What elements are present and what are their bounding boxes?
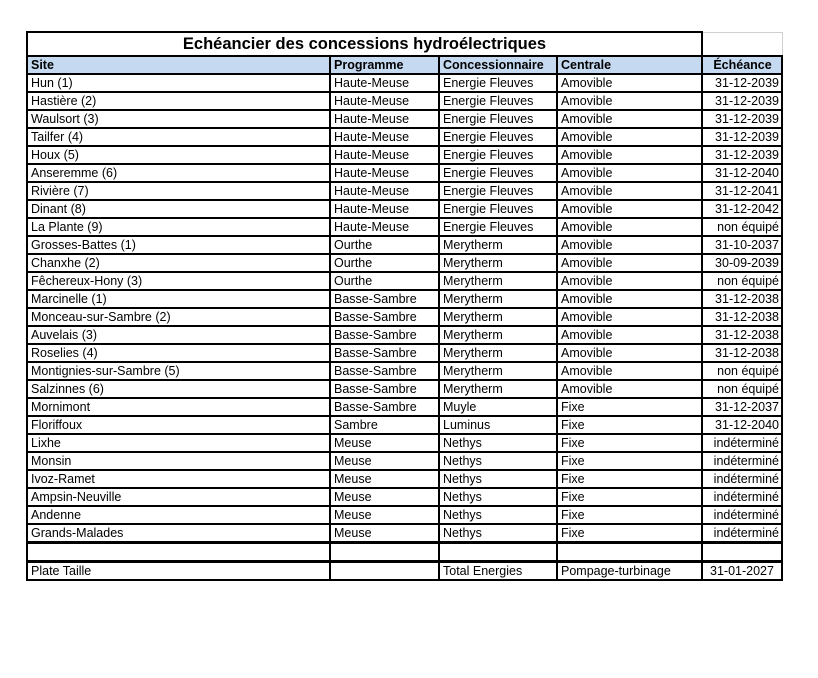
- table-row: [27, 344, 782, 362]
- cell-programme[interactable]: Haute-Meuse: [330, 128, 439, 146]
- empty-cell[interactable]: [702, 543, 782, 562]
- cell-echeance[interactable]: 31-12-2039: [702, 110, 782, 128]
- cell-concessionnaire[interactable]: Total Energies: [439, 562, 557, 581]
- cell-programme[interactable]: Haute-Meuse: [330, 74, 439, 92]
- cell-centrale[interactable]: Fixe: [557, 452, 702, 470]
- column-header-echeance[interactable]: Échéance: [702, 56, 782, 74]
- cell-concessionnaire[interactable]: Merytherm: [439, 344, 557, 362]
- cell-echeance[interactable]: 31-12-2041: [702, 182, 782, 200]
- cell-programme[interactable]: Ourthe: [330, 254, 439, 272]
- cell-centrale[interactable]: Amovible: [557, 128, 702, 146]
- cell-programme[interactable]: Basse-Sambre: [330, 326, 439, 344]
- cell-site[interactable]: Chanxhe (2): [27, 254, 330, 272]
- cell-echeance[interactable]: indéterminé: [702, 452, 782, 470]
- table-row: [27, 416, 782, 434]
- cell-programme[interactable]: Haute-Meuse: [330, 92, 439, 110]
- column-header-programme[interactable]: Programme: [330, 56, 439, 74]
- cell-concessionnaire[interactable]: Nethys: [439, 452, 557, 470]
- cell-programme[interactable]: Meuse: [330, 434, 439, 452]
- cell-site[interactable]: Houx (5): [27, 146, 330, 164]
- empty-cell[interactable]: [27, 543, 330, 562]
- cell-concessionnaire[interactable]: Merytherm: [439, 380, 557, 398]
- cell-concessionnaire[interactable]: Energie Fleuves: [439, 74, 557, 92]
- cell-programme[interactable]: Haute-Meuse: [330, 164, 439, 182]
- cell-concessionnaire[interactable]: Energie Fleuves: [439, 182, 557, 200]
- cell-programme[interactable]: Meuse: [330, 452, 439, 470]
- cell-site[interactable]: Montignies-sur-Sambre (5): [27, 362, 330, 380]
- cell-echeance[interactable]: indéterminé: [702, 506, 782, 524]
- cell-site[interactable]: Auvelais (3): [27, 326, 330, 344]
- cell-centrale[interactable]: Amovible: [557, 362, 702, 380]
- cell-site[interactable]: Ivoz-Ramet: [27, 470, 330, 488]
- cell-programme[interactable]: Haute-Meuse: [330, 182, 439, 200]
- table-row: [27, 452, 782, 470]
- cell-centrale[interactable]: Amovible: [557, 146, 702, 164]
- cell-centrale[interactable]: Amovible: [557, 236, 702, 254]
- cell-centrale[interactable]: Fixe: [557, 416, 702, 434]
- table-row: [27, 164, 782, 182]
- cell-programme[interactable]: Sambre: [330, 416, 439, 434]
- cell-echeance[interactable]: 31-12-2040: [702, 416, 782, 434]
- cell-programme[interactable]: Meuse: [330, 488, 439, 506]
- cell-concessionnaire[interactable]: Nethys: [439, 506, 557, 524]
- cell-site[interactable]: Roselies (4): [27, 344, 330, 362]
- table-row: [27, 74, 782, 92]
- cell-site[interactable]: Rivière (7): [27, 182, 330, 200]
- cell-echeance[interactable]: indéterminé: [702, 470, 782, 488]
- cell-site[interactable]: Hastière (2): [27, 92, 330, 110]
- cell-centrale[interactable]: Fixe: [557, 488, 702, 506]
- cell-programme[interactable]: Basse-Sambre: [330, 362, 439, 380]
- cell-echeance[interactable]: 31-10-2037: [702, 236, 782, 254]
- spreadsheet: [26, 31, 783, 581]
- table-row: [27, 308, 782, 326]
- cell-centrale[interactable]: Amovible: [557, 92, 702, 110]
- cell-centrale[interactable]: Amovible: [557, 344, 702, 362]
- cell-site[interactable]: Andenne: [27, 506, 330, 524]
- table-row: [27, 200, 782, 218]
- cell-centrale[interactable]: Amovible: [557, 254, 702, 272]
- cell-centrale[interactable]: Amovible: [557, 326, 702, 344]
- empty-cell[interactable]: [330, 543, 439, 562]
- cell-site[interactable]: Lixhe: [27, 434, 330, 452]
- table-row: [27, 488, 782, 506]
- cell-echeance[interactable]: non équipé: [702, 362, 782, 380]
- cell-site[interactable]: La Plante (9): [27, 218, 330, 236]
- cell-echeance[interactable]: 31-12-2038: [702, 308, 782, 326]
- cell-site[interactable]: Dinant (8): [27, 200, 330, 218]
- table-row: [27, 110, 782, 128]
- header-row: [27, 56, 782, 74]
- cell-site[interactable]: Monceau-sur-Sambre (2): [27, 308, 330, 326]
- cell-centrale[interactable]: Amovible: [557, 110, 702, 128]
- cell-concessionnaire[interactable]: Energie Fleuves: [439, 92, 557, 110]
- cell-echeance[interactable]: 31-01-2027: [702, 562, 782, 581]
- cell-echeance[interactable]: indéterminé: [702, 524, 782, 543]
- cell-concessionnaire[interactable]: Nethys: [439, 470, 557, 488]
- cell-site[interactable]: Marcinelle (1): [27, 290, 330, 308]
- cell-centrale[interactable]: Amovible: [557, 200, 702, 218]
- cell-programme[interactable]: Haute-Meuse: [330, 146, 439, 164]
- cell-concessionnaire[interactable]: Merytherm: [439, 326, 557, 344]
- cell-site[interactable]: Grands-Malades: [27, 524, 330, 543]
- cell-programme[interactable]: Ourthe: [330, 272, 439, 290]
- cell-concessionnaire[interactable]: Merytherm: [439, 290, 557, 308]
- cell-concessionnaire[interactable]: Energie Fleuves: [439, 200, 557, 218]
- cell-site[interactable]: Monsin: [27, 452, 330, 470]
- cell-site[interactable]: Fêchereux-Hony (3): [27, 272, 330, 290]
- cell-site[interactable]: Salzinnes (6): [27, 380, 330, 398]
- cell-centrale[interactable]: Pompage-turbinage: [557, 562, 702, 581]
- table-row: [27, 128, 782, 146]
- cell-echeance[interactable]: 31-12-2038: [702, 290, 782, 308]
- cell-programme[interactable]: Basse-Sambre: [330, 398, 439, 416]
- concessions-table: [26, 31, 783, 581]
- cell-echeance[interactable]: 30-09-2039: [702, 254, 782, 272]
- cell-centrale[interactable]: Amovible: [557, 74, 702, 92]
- table-row-extra: [27, 562, 782, 581]
- cell-concessionnaire[interactable]: Nethys: [439, 434, 557, 452]
- cell-site[interactable]: Waulsort (3): [27, 110, 330, 128]
- column-header-site[interactable]: Site: [27, 56, 330, 74]
- cell-echeance[interactable]: 31-12-2039: [702, 74, 782, 92]
- cell-programme[interactable]: Ourthe: [330, 236, 439, 254]
- cell-programme[interactable]: Basse-Sambre: [330, 344, 439, 362]
- table-title[interactable]: Echéancier des concessions hydroélectriques: [27, 32, 702, 56]
- table-row: [27, 290, 782, 308]
- cell-site[interactable]: Ampsin-Neuville: [27, 488, 330, 506]
- cell-programme[interactable]: Basse-Sambre: [330, 290, 439, 308]
- cell-site[interactable]: Grosses-Battes (1): [27, 236, 330, 254]
- table-row: [27, 434, 782, 452]
- cell-centrale[interactable]: Fixe: [557, 434, 702, 452]
- cell-programme[interactable]: [330, 562, 439, 581]
- cell-echeance[interactable]: non équipé: [702, 218, 782, 236]
- cell-site[interactable]: Plate Taille: [27, 562, 330, 581]
- cell-centrale[interactable]: Amovible: [557, 380, 702, 398]
- cell-centrale[interactable]: Amovible: [557, 290, 702, 308]
- blank-row: [27, 543, 782, 562]
- cell-site[interactable]: Hun (1): [27, 74, 330, 92]
- cell-concessionnaire[interactable]: Energie Fleuves: [439, 146, 557, 164]
- table-row: [27, 380, 782, 398]
- table-row: [27, 398, 782, 416]
- cell-programme[interactable]: Meuse: [330, 524, 439, 543]
- cell-programme[interactable]: Basse-Sambre: [330, 308, 439, 326]
- cell-concessionnaire[interactable]: Merytherm: [439, 254, 557, 272]
- cell-echeance[interactable]: 31-12-2040: [702, 164, 782, 182]
- cell-centrale[interactable]: Fixe: [557, 506, 702, 524]
- cell-site[interactable]: Anseremme (6): [27, 164, 330, 182]
- cell-centrale[interactable]: Amovible: [557, 218, 702, 236]
- cell-concessionnaire[interactable]: Energie Fleuves: [439, 164, 557, 182]
- table-row: [27, 254, 782, 272]
- cell-centrale[interactable]: Amovible: [557, 164, 702, 182]
- cell-concessionnaire[interactable]: Merytherm: [439, 272, 557, 290]
- table-row: [27, 182, 782, 200]
- table-row: [27, 326, 782, 344]
- column-header-centrale[interactable]: Centrale: [557, 56, 702, 74]
- cell-centrale[interactable]: Fixe: [557, 470, 702, 488]
- cell-concessionnaire[interactable]: Merytherm: [439, 362, 557, 380]
- cell-echeance[interactable]: indéterminé: [702, 488, 782, 506]
- cell-echeance[interactable]: non équipé: [702, 380, 782, 398]
- cell-echeance[interactable]: 31-12-2039: [702, 146, 782, 164]
- cell-echeance[interactable]: 31-12-2042: [702, 200, 782, 218]
- cell-echeance[interactable]: 31-12-2038: [702, 326, 782, 344]
- cell-echeance[interactable]: 31-12-2039: [702, 128, 782, 146]
- column-header-concessionnaire[interactable]: Concessionnaire: [439, 56, 557, 74]
- cell-site[interactable]: Mornimont: [27, 398, 330, 416]
- table-row: [27, 92, 782, 110]
- cell-concessionnaire[interactable]: Nethys: [439, 488, 557, 506]
- cell-centrale[interactable]: Amovible: [557, 308, 702, 326]
- cell-concessionnaire[interactable]: Merytherm: [439, 308, 557, 326]
- cell-programme[interactable]: Haute-Meuse: [330, 200, 439, 218]
- table-row: [27, 470, 782, 488]
- cell-centrale[interactable]: Amovible: [557, 272, 702, 290]
- empty-cell[interactable]: [702, 32, 782, 56]
- cell-concessionnaire[interactable]: Nethys: [439, 524, 557, 543]
- cell-centrale[interactable]: Fixe: [557, 398, 702, 416]
- table-row: [27, 506, 782, 524]
- cell-concessionnaire[interactable]: Energie Fleuves: [439, 218, 557, 236]
- cell-echeance[interactable]: 31-12-2038: [702, 344, 782, 362]
- cell-concessionnaire[interactable]: Luminus: [439, 416, 557, 434]
- empty-cell[interactable]: [439, 543, 557, 562]
- table-row: [27, 524, 782, 543]
- cell-centrale[interactable]: Amovible: [557, 182, 702, 200]
- cell-echeance[interactable]: non équipé: [702, 272, 782, 290]
- cell-concessionnaire[interactable]: Energie Fleuves: [439, 110, 557, 128]
- cell-echeance[interactable]: 31-12-2037: [702, 398, 782, 416]
- cell-programme[interactable]: Meuse: [330, 506, 439, 524]
- cell-site[interactable]: Floriffoux: [27, 416, 330, 434]
- cell-programme[interactable]: Haute-Meuse: [330, 110, 439, 128]
- cell-concessionnaire[interactable]: Muyle: [439, 398, 557, 416]
- cell-concessionnaire[interactable]: Merytherm: [439, 236, 557, 254]
- table-row: [27, 218, 782, 236]
- cell-concessionnaire[interactable]: Energie Fleuves: [439, 128, 557, 146]
- cell-echeance[interactable]: indéterminé: [702, 434, 782, 452]
- table-row: [27, 236, 782, 254]
- table-row: [27, 362, 782, 380]
- table-row: [27, 272, 782, 290]
- title-row: [27, 32, 782, 56]
- table-row: [27, 146, 782, 164]
- cell-echeance[interactable]: 31-12-2039: [702, 92, 782, 110]
- empty-cell[interactable]: [557, 543, 702, 562]
- cell-programme[interactable]: Basse-Sambre: [330, 380, 439, 398]
- cell-programme[interactable]: Meuse: [330, 470, 439, 488]
- cell-site[interactable]: Tailfer (4): [27, 128, 330, 146]
- cell-programme[interactable]: Haute-Meuse: [330, 218, 439, 236]
- cell-centrale[interactable]: Fixe: [557, 524, 702, 543]
